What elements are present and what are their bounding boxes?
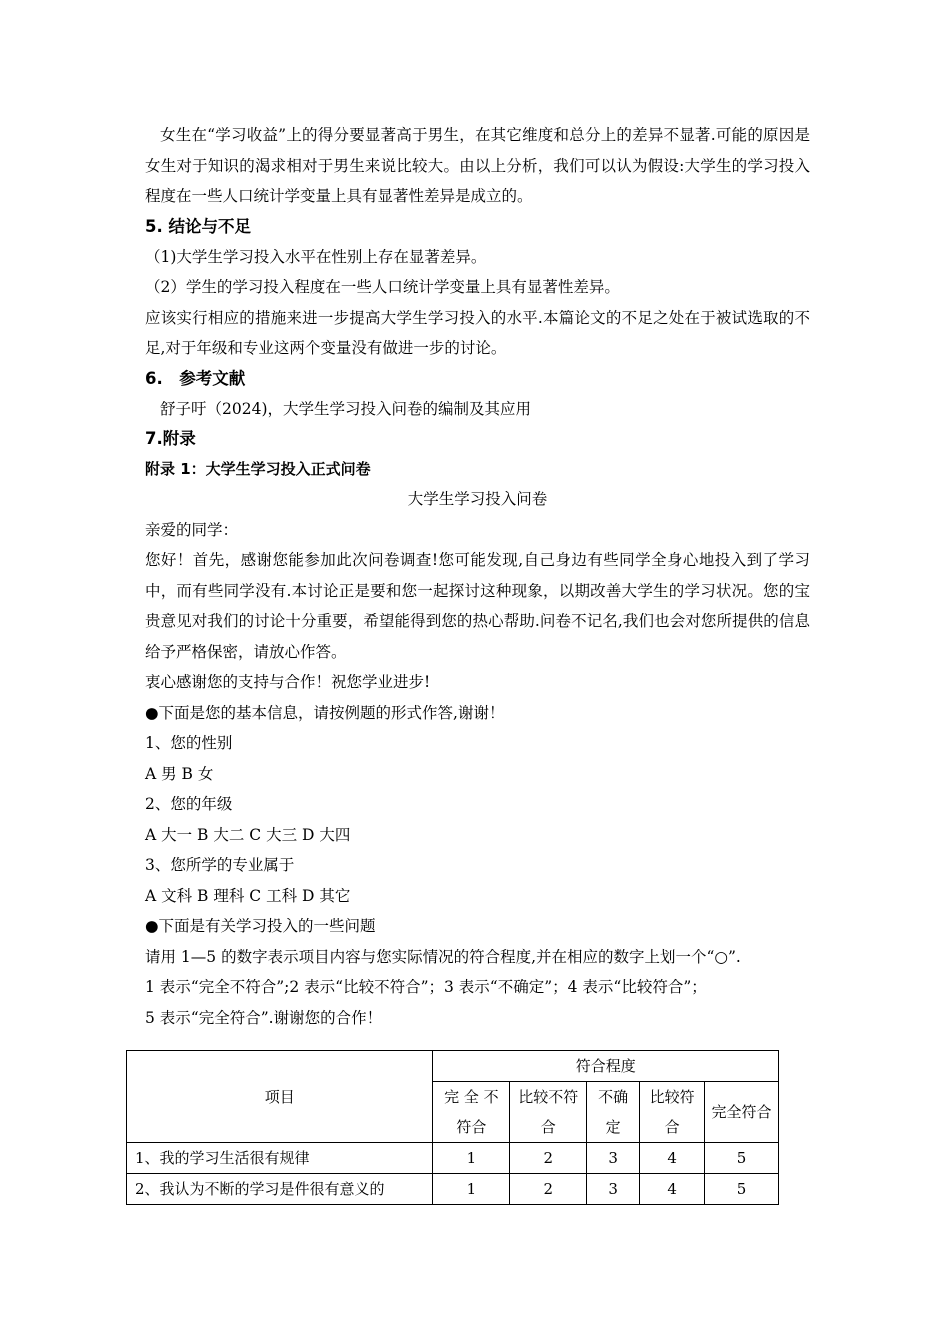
- row-item: 1、我的学习生活很有规律: [127, 1143, 433, 1174]
- reference-entry: 舒子吁（2024)，大学生学习投入问卷的编制及其应用: [160, 399, 531, 418]
- section-6-heading: 6. 参考文献: [145, 368, 246, 388]
- question-gender: 1、您的性别: [145, 734, 233, 752]
- column-header: 完 全 不符合: [433, 1082, 510, 1143]
- appendix-title: 附录 1：大学生学习投入正式问卷: [145, 460, 371, 478]
- document-page: [145, 120, 810, 1033]
- rating-option[interactable]: 5: [705, 1174, 779, 1205]
- rating-option[interactable]: 2: [510, 1143, 587, 1174]
- survey-table: [126, 1050, 779, 1205]
- rating-option[interactable]: 1: [433, 1143, 510, 1174]
- rating-instruction-3: 5 表示“完全符合”.谢谢您的合作！: [145, 1008, 383, 1027]
- question-grade: 2、您的年级: [145, 795, 233, 813]
- questionnaire-intro: 您好！首先，感谢您能参加此次问卷调查!您可能发现,自己身边有些同学全身心地投入到了学习中，而有些同学没有.本讨论正是要和您一起探讨这种现象，以期改善大学生的学习状况。您的宝贵意见对我们的讨论十分重要，希望能得到您的热心帮助.问卷不记名,我们也会对您所提供的信息给予严格保密，请放心作答。: [145, 551, 810, 661]
- question-grade-options: A 大一 B 大二 C 大三 D 大四: [145, 825, 351, 844]
- limitations-paragraph: 应该实行相应的措施来进一步提高大学生学习投入的水平.本篇论文的不足之处在于被试选取的不足,对于年级和专业这两个变量没有做进一步的讨论。: [145, 308, 810, 357]
- column-header: 完全符合: [705, 1082, 779, 1143]
- rating-option[interactable]: 5: [705, 1143, 779, 1174]
- questionnaire-greeting: 亲爱的同学：: [145, 520, 239, 539]
- questionnaire-thanks: 衷心感谢您的支持与合作！祝您学业进步!: [145, 673, 431, 691]
- rating-instruction-2: 1 表示“完全不符合”;2 表示“比较不符合”；3 表示“不确定”；4 表示“比较符合”；: [145, 978, 707, 996]
- section-7-heading: 7.附录: [145, 429, 196, 448]
- question-gender-options: A 男 B 女: [145, 764, 214, 783]
- question-major-options: A 文科 B 理科 C 工科 D 其它: [145, 886, 351, 905]
- rating-option[interactable]: 3: [587, 1143, 640, 1174]
- basic-info-note: ●下面是您的基本信息，请按例题的形式作答,谢谢！: [145, 703, 505, 722]
- item-column-header: 项目: [127, 1051, 433, 1143]
- rating-option[interactable]: 4: [640, 1174, 705, 1205]
- row-item: 2、我认为不断的学习是件很有意义的: [127, 1174, 433, 1205]
- column-header: 比较不符合: [510, 1082, 587, 1143]
- results-paragraph: 女生在“学习收益”上的得分要显著高于男生，在其它维度和总分上的差异不显著.可能的原因是女生对于知识的渴求相对于男生来说比较大。由以上分析，我们可以认为假设:大学生的学习投入程度在一些人口统计学变量上具有显著性差异是成立的。: [145, 126, 810, 205]
- degree-column-header: 符合程度: [433, 1051, 779, 1082]
- rating-option[interactable]: 3: [587, 1174, 640, 1205]
- conclusion-point-1: （1)大学生学习投入水平在性别上存在显著差异。: [145, 247, 487, 266]
- section-5-heading: 5. 结论与不足: [145, 216, 251, 236]
- conclusion-point-2: （2）学生的学习投入程度在一些人口统计学变量上具有显著性差异。: [145, 278, 620, 296]
- column-header: 比较符合: [640, 1082, 705, 1143]
- rating-option[interactable]: 4: [640, 1143, 705, 1174]
- question-major: 3、您所学的专业属于: [145, 856, 295, 874]
- table-header-row: [127, 1051, 779, 1082]
- questionnaire-title: 大学生学习投入问卷: [407, 490, 548, 508]
- column-header: 不确定: [587, 1082, 640, 1143]
- rating-instruction-1: 请用 1—5 的数字表示项目内容与您实际情况的符合程度,并在相应的数字上划一个“○”.: [145, 947, 741, 966]
- table-row: [127, 1143, 779, 1174]
- learning-questions-note: ●下面是有关学习投入的一些问题: [145, 917, 376, 935]
- rating-option[interactable]: 1: [433, 1174, 510, 1205]
- rating-option[interactable]: 2: [510, 1174, 587, 1205]
- table-row: [127, 1174, 779, 1205]
